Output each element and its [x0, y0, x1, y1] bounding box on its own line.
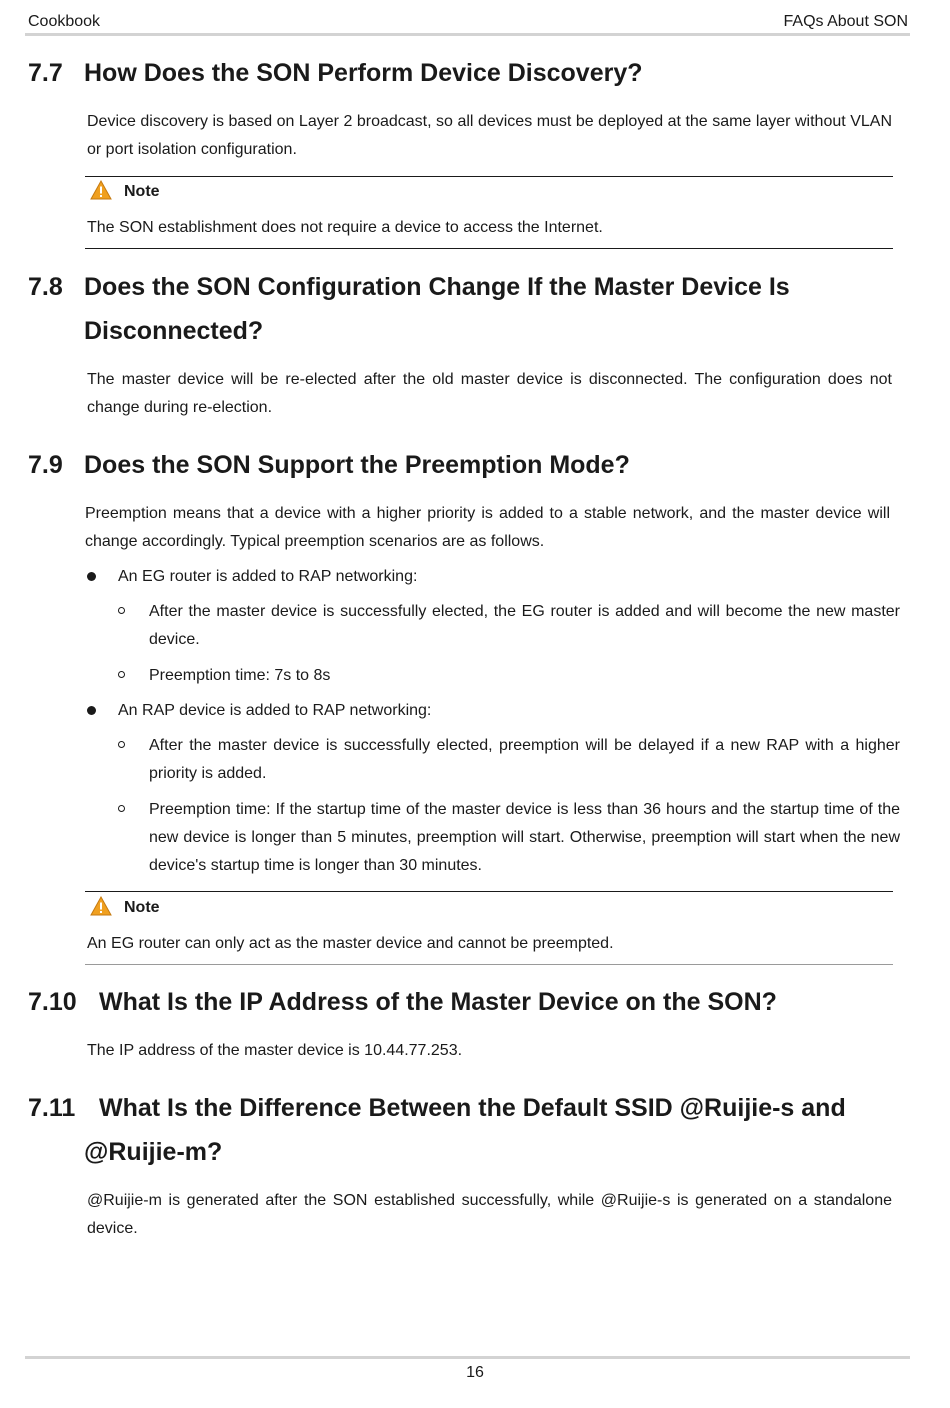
sub-bullet-item: Preemption time: If the startup time of the master device is less than 36 hours and the startup time of the new device is longer than 5 minutes, preemption will start. Otherwise, preemption will start when the new device's startup time is longer than 30 minutes.	[149, 801, 900, 874]
section-title: What Is the IP Address of the Master Device on the SON?	[99, 988, 777, 1016]
section-body: The IP address of the master device is 10.44.77.253.	[87, 1042, 463, 1059]
note-header	[90, 180, 160, 204]
section-title-line2: @Ruijie-m?	[84, 1138, 223, 1166]
sub-bullet-circle	[118, 607, 125, 614]
section-heading-7-7	[28, 51, 908, 95]
header-chapter-title: FAQs About SON	[783, 13, 908, 30]
section-number: 7.7	[28, 59, 63, 87]
bullet-item: An EG router is added to RAP networking:	[118, 568, 418, 585]
sub-bullet-item: After the master device is successfully elected, preemption will be delayed if a new RAP with a higher priority is added.	[149, 737, 900, 782]
section-heading-7-8	[28, 265, 908, 353]
sub-bullet-item: After the master device is successfully elected, the EG router is added and will become the new master device.	[149, 603, 900, 648]
section-heading-7-9	[28, 443, 908, 487]
section-number: 7.9	[28, 451, 63, 479]
sub-bullet-circle	[118, 671, 125, 678]
section-body: @Ruijie-m is generated after the SON established successfully, while @Ruijie-s is generated on a standalone device.	[87, 1192, 892, 1237]
note-label: Note	[124, 899, 160, 916]
section-body: The master device will be re-elected after the old master device is disconnected. The configuration does not change during re-election.	[87, 371, 892, 416]
sub-bullet-circle	[118, 805, 125, 812]
sub-bullet-item: Preemption time: 7s to 8s	[149, 667, 331, 684]
warning-triangle-icon	[90, 896, 112, 916]
section-title-line2: Disconnected?	[84, 317, 264, 345]
footer-divider	[25, 1356, 910, 1359]
note-top-rule	[85, 176, 893, 177]
header-divider	[25, 33, 910, 36]
sub-bullet-circle	[118, 741, 125, 748]
header-doc-title: Cookbook	[28, 13, 101, 30]
section-body: Device discovery is based on Layer 2 broadcast, so all devices must be deployed at the same layer without VLAN or port isolation configuration.	[87, 113, 892, 158]
note-header	[90, 896, 160, 920]
section-title-line1: What Is the Difference Between the Default SSID @Ruijie-s and	[99, 1094, 846, 1122]
bullet-item: An RAP device is added to RAP networking:	[118, 702, 432, 719]
section-number: 7.8	[28, 273, 63, 301]
warning-triangle-icon	[90, 180, 112, 200]
note-bottom-rule	[85, 964, 893, 965]
section-title-line1: Does the SON Configuration Change If the Master Device Is	[84, 273, 790, 301]
section-number: 7.11	[28, 1094, 76, 1122]
section-title: Does the SON Support the Preemption Mode?	[84, 451, 630, 479]
bullet-dot	[87, 572, 96, 581]
note-label: Note	[124, 183, 160, 200]
section-heading-7-11	[28, 1086, 908, 1174]
note-text: An EG router can only act as the master device and cannot be preempted.	[87, 935, 614, 952]
section-title: How Does the SON Perform Device Discovery?	[84, 59, 643, 87]
section-heading-7-10	[28, 980, 908, 1024]
section-number: 7.10	[28, 988, 77, 1016]
note-bottom-rule	[85, 248, 893, 249]
bullet-dot	[87, 706, 96, 715]
note-top-rule	[85, 891, 893, 892]
section-body: Preemption means that a device with a higher priority is added to a stable network, and the master device will change accordingly. Typical preemption scenarios are as follows.	[85, 505, 890, 550]
page-number: 16	[466, 1364, 484, 1381]
note-text: The SON establishment does not require a device to access the Internet.	[87, 219, 603, 236]
